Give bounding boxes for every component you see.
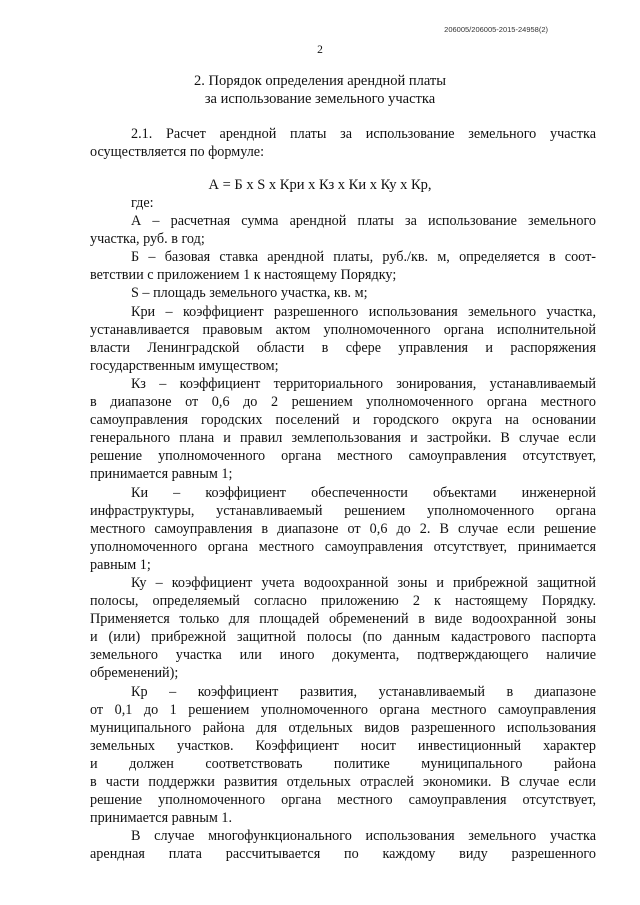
text-line: и (или) прибрежной защитной полосы (по данным кадастрового паспорта [90, 629, 596, 646]
section-heading-line-2: за использование земельного участка [204, 91, 436, 107]
text-line: участка, руб. в год; [90, 231, 205, 248]
text-line: Ки – коэффициент обеспеченности объектами инженерной [131, 484, 596, 501]
text-line: от 0,1 до 1 решением уполномоченного органа местного самоуправления [90, 701, 596, 718]
text-line: принимается равным 1; [90, 466, 233, 483]
text-line: устанавливается правовым актом уполномоченного органа исполнительной [90, 321, 596, 338]
section-heading-line-1: 2. Порядок определения арендной платы [193, 73, 447, 89]
text-line: принимается равным 1. [90, 810, 233, 827]
text-line: обременений); [90, 665, 179, 682]
text-line: ветствии с приложением 1 к настоящему Порядку; [90, 267, 397, 284]
text-line: Кр – коэффициент развития, устанавливаемый в диапазоне [131, 683, 596, 700]
text-line: Применяется только для площадей обременений в виде водоохранной зоны [90, 611, 596, 628]
page-number: 2 [317, 44, 323, 56]
text-line: В случае многофункционального использования земельного участка [131, 828, 596, 845]
document-id: 206005/206005-2015-24958(2) [444, 25, 548, 34]
text-line: государственным имуществом; [90, 357, 279, 374]
text-line: полосы, определяемый согласно приложению 2 к настоящему Порядку. [90, 593, 596, 610]
text-line: арендная плата рассчитывается по каждому виду разрешенного [90, 846, 596, 863]
definitions [90, 194, 596, 863]
text-line: равным 1; [90, 556, 151, 573]
text-line: Кз – коэффициент территориального зонирования, устанавливаемый [131, 375, 596, 392]
text-line: в части поддержки развития отдельных отраслей экономики. В случае если [90, 774, 596, 790]
text-line: земельных участков. Коэффициент носит инвестиционный характер [90, 737, 596, 754]
text-line: генерального плана и правил землепользования и застройки. В случае если [90, 430, 596, 447]
text-line: в диапазоне от 0,6 до 2 решением уполномоченного органа местного [90, 394, 596, 411]
text-line: Ку – коэффициент учета водоохранной зоны и прибрежной защитной [131, 574, 596, 591]
text-line: Кри – коэффициент разрешенного использования земельного участка, [131, 303, 596, 320]
text-line: власти Ленинградской области в сфере управления и распоряжения [90, 339, 596, 356]
text-line: уполномоченного органа местного самоуправления отсутствует, принимается [90, 538, 596, 555]
text-line: Б – базовая ставка арендной платы, руб./кв. м, определяется в соот- [131, 249, 596, 266]
text-line: решение уполномоченного органа местного самоуправления отсутствует, [90, 792, 596, 809]
text-line: решение уполномоченного органа местного самоуправления отсутствует, [90, 448, 596, 465]
text-line: S – площадь земельного участка, кв. м; [131, 285, 368, 302]
text-line: инфраструктуры, устанавливаемый решением уполномоченного органа [90, 502, 596, 519]
text-line: и должен соответствовать политике муниципального района [90, 755, 596, 772]
text-line: где: [131, 195, 154, 211]
text-line: муниципального района для отдельных видов разрешенного использования [90, 719, 596, 736]
formula: А = Б х S х Кри х Кз х Ки х Ку х Кр, [208, 177, 432, 193]
text-line: самоуправления городских поселений и городского округа на основании [90, 412, 596, 429]
text-line: осуществляется по формуле: [90, 144, 265, 161]
paragraph-2-1 [90, 125, 596, 161]
text-line: местного самоуправления в диапазоне от 0,6 до 2. В случае если решение [90, 520, 596, 537]
text-line: А – расчетная сумма арендной платы за использование земельного [131, 213, 596, 230]
text-line: земельного участка или иного документа, подтверждающего наличие [90, 647, 596, 664]
text-line: 2.1. Расчет арендной платы за использование земельного участка [131, 126, 596, 142]
